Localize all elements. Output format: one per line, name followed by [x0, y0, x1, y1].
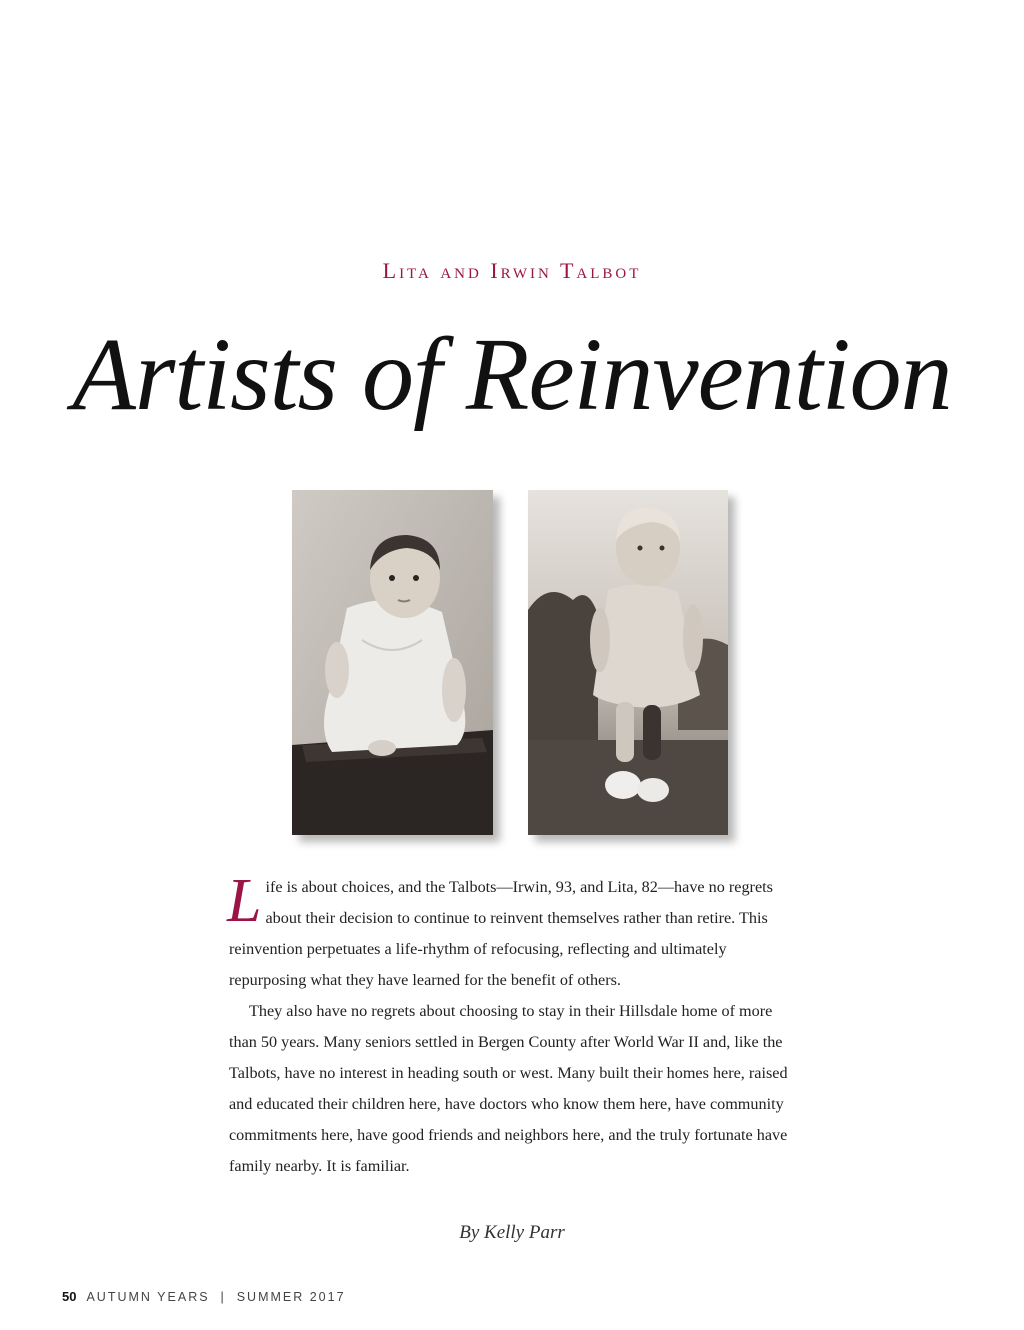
page-footer: [62, 1289, 346, 1304]
article-title: Artists of Reinvention: [72, 317, 952, 432]
toddler-photo: [528, 490, 728, 835]
publication-info: AUTUMN YEARS | SUMMER 2017: [86, 1290, 346, 1304]
baby-photo: [292, 490, 493, 835]
drop-cap: L: [227, 867, 262, 935]
byline: By Kelly Parr: [459, 1222, 565, 1243]
article-kicker: Lita and Irwin Talbot: [382, 258, 642, 283]
paragraph-1-text: ife is about choices, and the Talbots—Irwin, 93, and Lita, 82—have no regrets about their decision to continue to reinvent themselves rather than retire. This reinvention perpetuates a life-rhythm of refocusing, reflecting and ultimately repurposing what they have learned for the benefit of others.: [229, 878, 773, 989]
article-body: [227, 867, 799, 1182]
paragraph-1: [227, 867, 799, 996]
paragraph-2: They also have no regrets about choosing to stay in their Hillsdale home of more than 50 years. Many seniors settled in Bergen County after World War II and, like the Talbots, have no interest in heading south or west. Many built their homes here, raised and educated their children here, have doctors who know them here, have community commitments here, have good friends and neighbors here, and the truly fortunate have family nearby. It is familiar.: [229, 1002, 788, 1175]
page-number: 50: [62, 1289, 77, 1304]
